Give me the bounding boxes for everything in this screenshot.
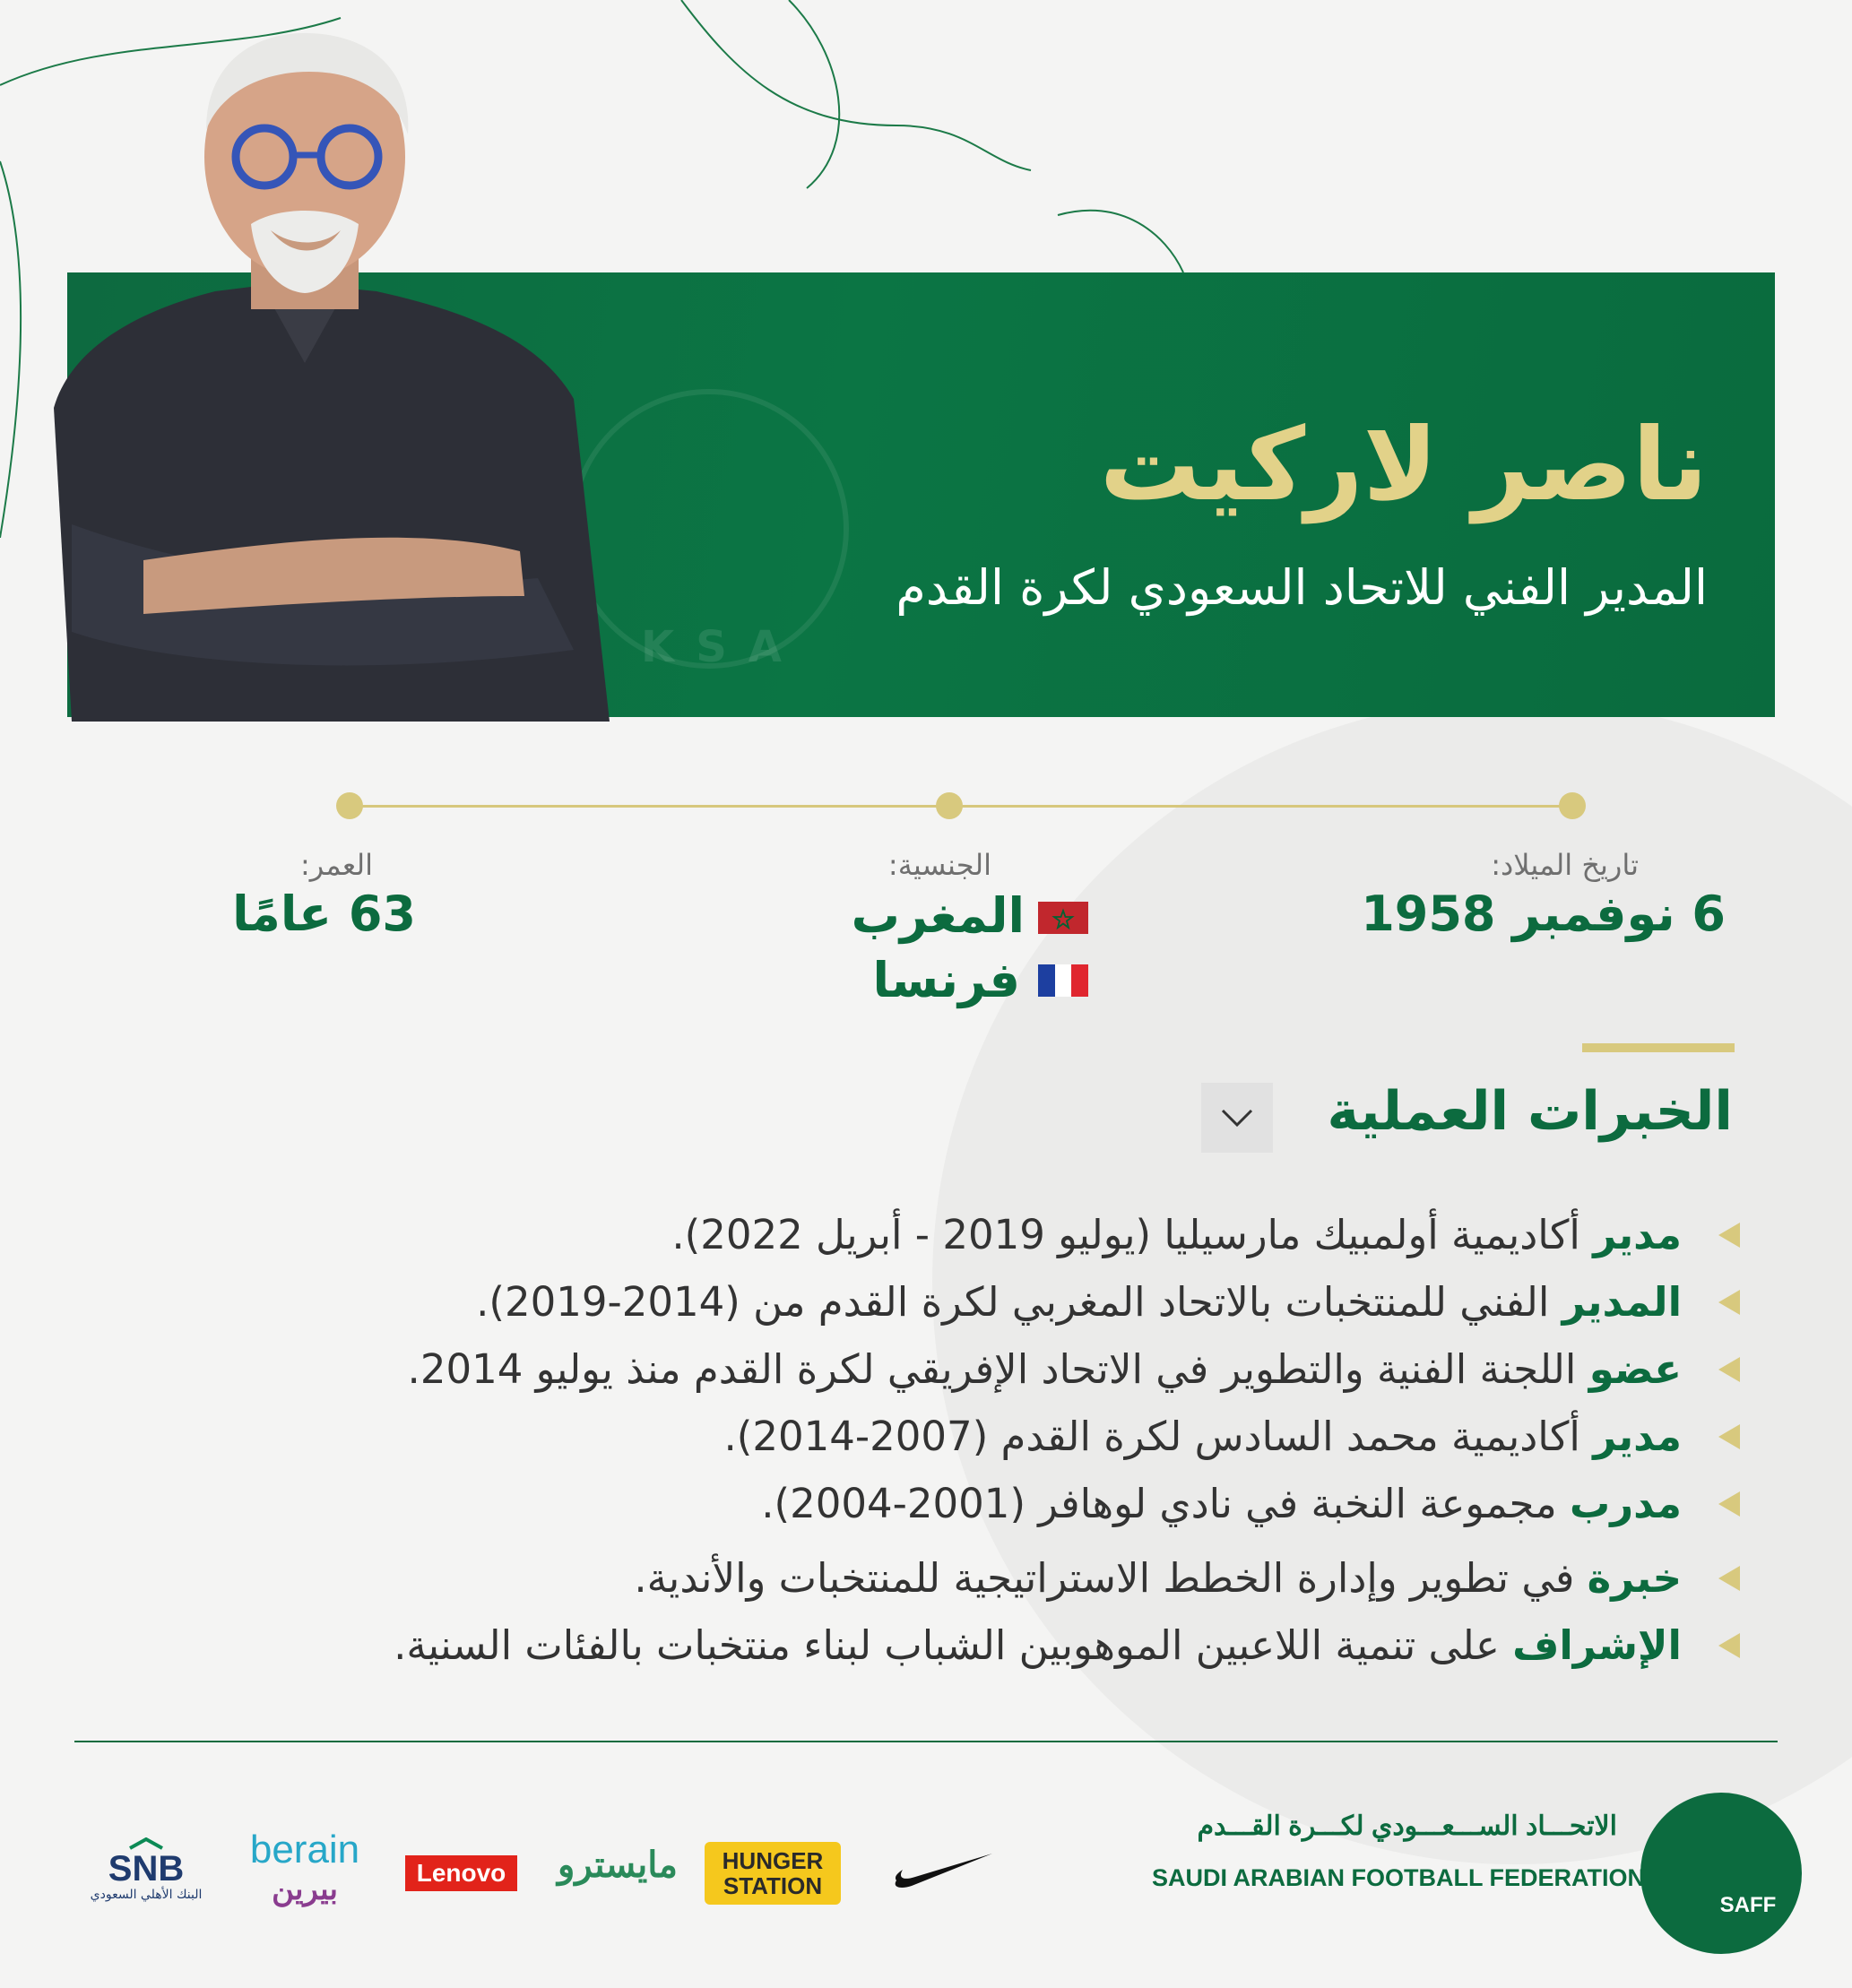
france-flag-icon (1038, 964, 1088, 997)
list-item: مدير أكاديمية محمد السادس لكرة القدم (2007-2014). (162, 1403, 1740, 1470)
nike-logo-icon (892, 1846, 995, 1891)
section-title: الخبرات العملية (1327, 1080, 1733, 1143)
birth-label: تاريخ الميلاد: (1491, 848, 1639, 882)
lenovo-logo: Lenovo (405, 1855, 517, 1891)
bullet-icon (1718, 1357, 1740, 1382)
hunger-station-logo: HUNGER STATION (705, 1842, 841, 1905)
list-item: عضو اللجنة الفنية والتطوير في الاتحاد الإفريقي لكرة القدم منذ يوليو 2014. (162, 1335, 1740, 1403)
nationality-france: فرنسا (872, 952, 1020, 1008)
federation-logo (1640, 1793, 1802, 1954)
federation-name-en: SAUDI ARABIAN FOOTBALL FEDERATION (1152, 1864, 1645, 1891)
bullet-icon (1718, 1491, 1740, 1517)
nationality-morocco: المغرب (851, 887, 1025, 944)
chevron-down-icon (1219, 1107, 1255, 1128)
snb-logo: SNB البنك الأهلي السعودي (88, 1837, 204, 1918)
person-photo (36, 22, 610, 722)
federation-logo-text: SAFF (1719, 1893, 1777, 1917)
timeline-dot-nationality (936, 792, 963, 819)
age-label: العمر: (299, 848, 373, 882)
list-item: الإشراف على تنمية اللاعبين الموهوبين الشباب لبناء منتخبات بالفئات السنية. (162, 1612, 1740, 1679)
list-item: المدير الفني للمنتخبات بالاتحاد المغربي لكرة القدم من (2014-2019). (162, 1268, 1740, 1335)
watermark-ksa: KSA (641, 622, 803, 672)
maestro-logo: مايسترو (558, 1845, 678, 1885)
bullet-icon (1718, 1223, 1740, 1248)
footer-divider (74, 1741, 1778, 1742)
list-item: خبرة في تطوير وإدارة الخطط الاستراتيجية للمنتخبات والأندية. (162, 1544, 1740, 1612)
person-name: ناصر لاركيت (1099, 407, 1708, 523)
birth-value: 6 نوفمبر 1958 (1361, 886, 1726, 942)
nationality-label: الجنسية: (887, 848, 991, 882)
age-value: 63 عامًا (232, 886, 416, 942)
timeline-dot-age (336, 792, 363, 819)
person-role: المدير الفني للاتحاد السعودي لكرة القدم (896, 559, 1708, 616)
section-accent-bar (1582, 1043, 1735, 1052)
morocco-flag-icon (1038, 902, 1088, 934)
bullet-icon (1718, 1424, 1740, 1449)
bullet-icon (1718, 1566, 1740, 1591)
timeline-dot-birth (1559, 792, 1586, 819)
bullet-icon (1718, 1633, 1740, 1658)
list-item: مدرب مجموعة النخبة في نادي لوهافر (2001-2004). (162, 1470, 1740, 1537)
expand-toggle-button[interactable] (1201, 1083, 1273, 1153)
berain-logo: berain بيرين (249, 1828, 360, 1906)
snb-mark-icon (128, 1837, 164, 1850)
bullet-icon (1718, 1290, 1740, 1315)
federation-name-ar: الاتحـــاد الســـعـــودي لكـــرة القـــدم (1197, 1811, 1617, 1841)
list-item: مدير أكاديمية أولمبيك مارسيليا (يوليو 2019 - أبريل 2022). (162, 1201, 1740, 1268)
experience-list (162, 1201, 1740, 1679)
